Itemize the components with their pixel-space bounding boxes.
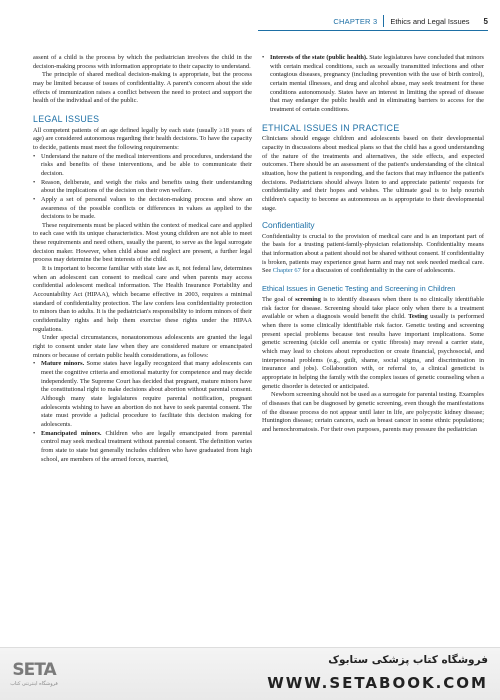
logo-subtitle: فروشگاه اینترنتی کتاب xyxy=(10,680,58,687)
bullet-icon: • xyxy=(33,152,36,160)
term-testing: Testing xyxy=(408,313,428,321)
bullet-icon: • xyxy=(33,360,36,368)
watermark-footer xyxy=(0,647,500,700)
paragraph: These requirements must be placed within the context of medical care and applied to each case with its unique characteristics. Most young children are not able to meet these requirements and need others, usually the parent, to serve as the legal surrogate decision maker. However, when child abuse and neglect are present, a further legal process may determine the best interests of the child. xyxy=(33,221,252,264)
list-item-text: Some states have legally recognized that many adolescents can meet the cognitive criteria and emotional maturity for competence and may decide independently. The Supreme Court has decided that pregnant, mature minors have the constitutional right to make decisions about abortion without parental consent. Although many state legislatures require parental notification, pregnant adolescents wishing to have an abortion do not have to seek parental consent. The state must provide a judicial procedure to facilitate this decision making for adolescents. xyxy=(41,360,252,428)
minor-categories-list xyxy=(33,360,252,464)
bullet-icon: • xyxy=(33,195,36,203)
list-item-text: Apply a set of personal values to the decision-making process and show an awareness of the possible conflicts or differences in values as applied to the decisions to be made. xyxy=(41,195,252,221)
list-item-text: Understand the nature of the medical interventions and procedures, understand the risks and benefits of these interventions, and be able to communicate their decision. xyxy=(41,152,252,177)
paragraph: All competent patients of an age defined legally by each state (usually ≥18 years of age) are considered autonomous regarding their health decisions. To have the capacity to decide, patients must meet the following requirements: xyxy=(33,126,252,151)
list-item xyxy=(33,360,252,429)
list-item xyxy=(33,430,252,465)
chapter-title: Ethics and Legal Issues xyxy=(390,16,470,26)
store-url-link[interactable]: WWW.SETABOOK.COM xyxy=(267,674,488,692)
running-header xyxy=(258,14,488,28)
list-item-text: Children who are legally emancipated from parental control may seek medical treatment without parental consent. The definition varies from state to state but generally includes children who have graduated from high school, are members of the armed forces, married, xyxy=(41,429,253,463)
logo-mark: SETA xyxy=(12,659,56,680)
subheading-confidentiality: Confidentiality xyxy=(262,220,315,231)
paragraph: The principle of shared medical decision-making is appropriate, but the process may be limited because of issues of confidentiality. A parent's concern about the side effects of immunization raises a conflict between the need to protect and support the health of the individual and of the public. xyxy=(33,71,252,105)
section-heading-legal-issues: LEGAL ISSUES xyxy=(33,113,100,124)
bullet-icon: • xyxy=(33,429,36,437)
left-column xyxy=(33,54,252,464)
setabook-logo xyxy=(6,654,62,692)
paragraph: It is important to become familiar with state law as it, not federal law, determines when an adolescent can consent to medical care and when parents may access confidential adolescent medical information. The Health Insurance Portability and Accountability Act (HIPAA), which became effective in 2003, requires a minimal standard of confidentiality protection. The law confers less confidentiality protection to minors than to adults. It is the pediatrician's responsibility to inform minors of their confidentiality rights and help them exercise these rights under the HIPAA regulations. xyxy=(33,265,252,333)
paragraph: Clinicians should engage children and adolescents based on their developmental capacity in discussions about medical plans so that the child has a good understanding of the nature of the treatments and alternatives, the side effects, and expected outcomes. There should be an assessment of the patient's understanding of the clinical situation, how the patient is responding, and the factors that may influence the patient's decisions. Pediatricians should always listen to and appreciate patients' requests for confidentiality and their hopes and wishes. The ultimate goal is to help nourish children's capacity to become as autonomous as is appropriate to their developmental stage. xyxy=(262,135,484,212)
list-item xyxy=(33,179,252,196)
section-heading-ethical-issues: ETHICAL ISSUES IN PRACTICE xyxy=(262,122,400,133)
state-interest-list xyxy=(262,54,484,115)
bullet-icon: • xyxy=(33,178,36,186)
paragraph xyxy=(262,296,484,391)
text-run: is to identify diseases when there is no clinically identifiable risk factor for disease. Screening should take place only when there is a treatment available or when a diagnosis would benefit the child. xyxy=(262,296,485,321)
paragraph: Under special circumstances, nonautonomous adolescents are granted the legal right to consent under state law when they are considered mature or emancipated minors or because of certain public health considerations, as follows: xyxy=(33,334,252,359)
text-run: for a discussion of confidentiality in the care of adolescents. xyxy=(300,267,455,275)
term-mature-minors: Mature minors. xyxy=(41,360,85,368)
page-number: 5 xyxy=(483,16,488,26)
paragraph: assent of a child is the process by which the pediatrician involves the child in the decision-making process with information appropriate to their capacity to understand. xyxy=(33,54,252,70)
term-screening: screening xyxy=(295,296,321,304)
term-emancipated-minors: Emancipated minors. xyxy=(41,429,102,437)
list-item xyxy=(33,153,252,179)
paragraph: Newborn screening should not be used as a surrogate for parental testing. Examples of diseases that can be diagnosed by genetic screening, even though the manifestations of the disease process do not appear until later in life, are polycystic kidney disease; Huntington disease; certain cancers, such as breast cancer in some ethnic populations; and hemochromatosis. For their own purposes, parents may pressure the pediatrician xyxy=(262,391,484,433)
text-run: The goal of xyxy=(262,296,296,304)
header-rule xyxy=(258,30,488,31)
list-item xyxy=(33,196,252,222)
list-item-text: State legislatures have concluded that minors with certain medical conditions, such as sexually transmitted infections and other contagious diseases, pregnancy (including prevention with the use of birth control), certain mental illnesses, and drug and alcohol abuse, may seek treatment for these conditions autonomously. States have an interest in limiting the spread of disease that may endanger the public health and in eliminating barriers to access for the treatment of certain conditions. xyxy=(270,54,484,113)
chapter-label: CHAPTER 3 xyxy=(333,16,378,26)
term-interests-of-state: Interests of the state (public health). xyxy=(270,54,368,61)
text-run: Confidentiality is crucial to the provision of medical care and is an important part of the basis for a trusting patient-family-physician relationship. Confidentiality means that information about a patient should not be shared without consent. If confidentiality is broken, patients may experience great harm and may not seek needed medical care. See xyxy=(262,232,484,275)
chapter-67-link[interactable]: Chapter 67 xyxy=(272,267,301,275)
bullet-icon: • xyxy=(262,54,265,61)
subheading-genetic-testing: Ethical Issues in Genetic Testing and Screening in Children xyxy=(262,284,456,294)
paragraph xyxy=(262,233,484,276)
header-divider xyxy=(383,15,384,27)
list-item xyxy=(262,54,484,115)
right-column xyxy=(262,54,484,435)
list-item-text: Reason, deliberate, and weigh the risks and benefits using their understanding about the implications of the decision on their own welfare. xyxy=(41,178,252,195)
store-name: فروشگاه کتاب پزشکی ستابوک xyxy=(328,654,488,666)
requirements-list xyxy=(33,153,252,222)
text-run: usually is performed when there is some clinically identifiable risk factor. Genetic testing and screening present special problems because test results have important implications. Some genetic screening (sickle cell anemia or cystic fibrosis) may reveal a carrier state, which may lead to choices about reproduction or create financial, psychosocial, and interpersonal problems (e.g., guilt, shame, social stigma, and discrimination in insurance and jobs). Collaboration with, or referral to, a clinical geneticist is appropriate in helping the family with the complex issues of genetic counseling when a genetic disorder is detected or anticipated. xyxy=(262,313,485,390)
